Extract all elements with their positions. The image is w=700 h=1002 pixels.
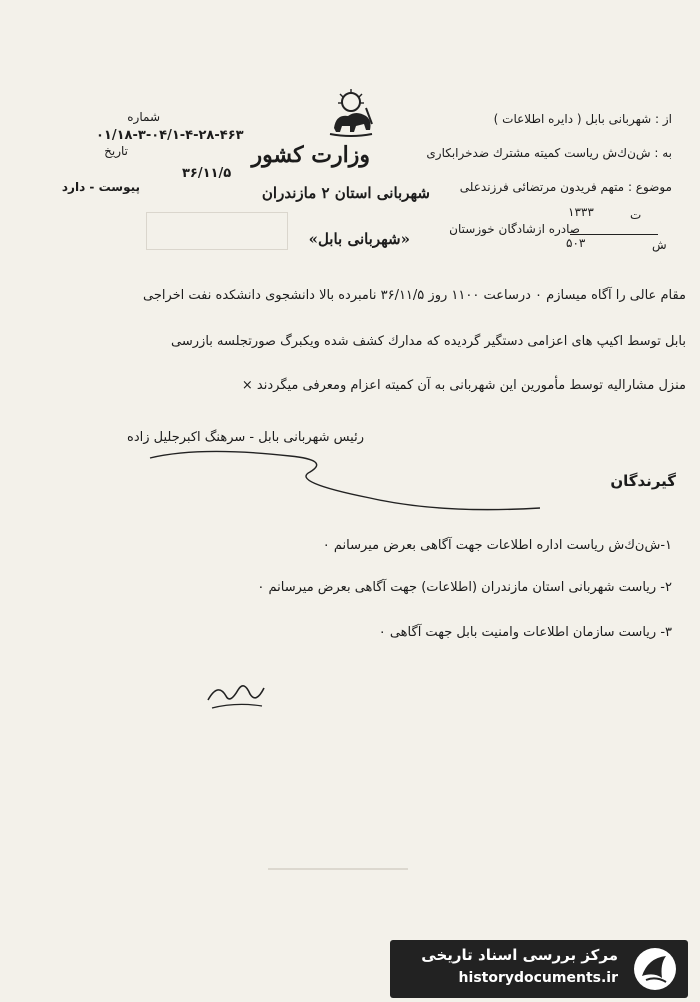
police-province-title: شهربانی استان ۲ مازندران [261,184,430,202]
footer-url: historydocuments.ir [458,970,618,986]
attachment-label: پیوست - دارد [61,180,140,194]
footer-org-name: مرکز بررسی اسناد تاریخی [421,946,618,964]
subject-line4-prefix: ش [652,238,667,252]
subject-field [460,180,672,194]
from-label: از : [655,112,672,126]
recipient-item-3: ۳- ریاست سازمان اطلاعات وامنیت بابل جهت آگاهی ۰ [378,625,672,640]
subject-line2-prefix: ت [630,208,642,222]
signature-stroke [140,438,560,518]
faint-stamp-box [146,212,288,250]
recipient-item-2: ۲- ریاست شهربانی استان مازندران (اطلاعات) جهت آگاهی بعرض میرسانم ۰ [257,580,672,595]
subject-line2-num: ۱۳۳۳ [568,205,594,219]
body-line-3: منزل مشارالیه توسط مأمورین این شهربانی به آن کمیته اعزام ومعرفی میگردند × [241,378,686,393]
date-value: ۳۶/۱۱/۵ [182,166,232,181]
from-value: شهربانی بابل ( دایره اطلاعات ) [493,112,652,126]
to-field [426,146,672,160]
from-field [494,112,672,126]
number-value: ۰۱/۱۸-۳-۰۴/۱-۴-۲۸-۴۶۳ [96,128,244,143]
to-value: ش‌ن‌ك‌ش‌ ریاست کمیته مشترك ضدخرابکاری [426,146,651,160]
lion-and-sun-emblem-icon [326,86,376,138]
date-label: تاریخ [104,144,128,158]
subject-line4-num: ۵۰۳ [566,236,586,250]
signatory-text: رئیس شهربانی بابل - سرهنگ اکبرجلیل زاده [127,430,364,445]
handwritten-initials [200,672,270,712]
number-label: شماره [127,110,160,124]
subject-value: متهم فریدون مرتضائی فرزندعلی [459,180,625,194]
recipient-item-1: ۱-ش‌ن‌ك‌ش‌ ریاست اداره اطلاعات جهت آگاهی بعرض میرسانم ۰ [322,538,672,553]
archive-logo-icon [632,946,678,992]
subject-line3: صادره ازشادگان خوزستان [449,222,580,236]
footer-watermark [390,940,688,998]
ministry-title: وزارت کشور [251,142,370,168]
body-line-2: بابل توسط اکیپ های اعزامی دستگیر گردیده که مدارك کشف شده ویکبرگ صورتجلسه بازرسی [171,334,686,349]
subject-label: موضوع : [627,180,672,194]
police-city-title: «شهربانی بابل» [308,230,410,248]
subject-underline [570,234,658,235]
recipients-heading: گیرندگان [610,472,676,490]
faint-bottom-stamp [268,828,408,870]
body-line-1: مقام عالی را آگاه میسازم ۰ درساعت ۱۱۰۰ روز ۳۶/۱۱/۵ نامبرده بالا دانشجوی دانشکده نفت اخراجی [142,288,686,303]
to-label: به : [654,146,672,160]
